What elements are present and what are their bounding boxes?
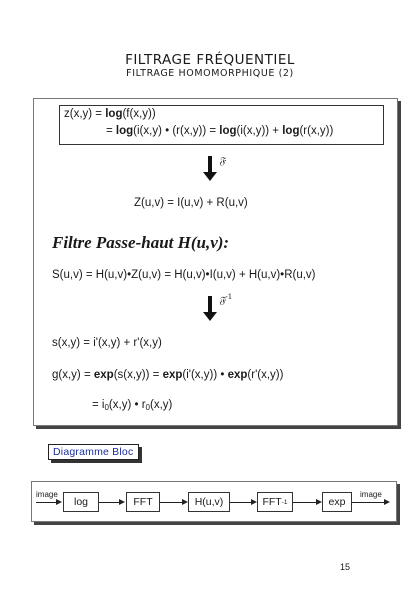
equations-panel	[33, 98, 398, 426]
arrow-line	[99, 502, 120, 503]
equation-g-output: g(x,y) = exp(s(x,y)) = exp(i'(x,y)) • exp(r'(x,y))	[52, 369, 284, 381]
inverse-fourier-symbol: 𝔉$^{-1}$	[219, 293, 233, 307]
equation-z-definition: z(x,y) = log(f(x,y))	[64, 108, 156, 120]
diagram-tag: Diagramme Bloc	[48, 444, 139, 460]
equation-S-filtered: S(u,v) = H(u,v)•Z(u,v) = H(u,v)•I(u,v) + H(u,v)•R(u,v)	[52, 269, 316, 281]
page-subtitle: FILTRAGE HOMOMORPHIQUE (2)	[126, 68, 294, 79]
arrow-line	[160, 502, 182, 503]
page-number: 15	[340, 562, 351, 572]
block-diagram	[31, 481, 397, 522]
arrow-head-icon	[384, 499, 390, 505]
arrow-line	[293, 502, 316, 503]
arrow-line	[230, 502, 251, 503]
block-inverse-fft: FFT -1	[257, 492, 293, 512]
arrow-head-icon	[119, 499, 125, 505]
page-title: FILTRAGE FRÉQUENTIEL	[125, 52, 295, 68]
equation-z-expansion: = log(i(x,y) • (r(x,y)) = log(i(x,y)) + log(r(x,y))	[106, 125, 334, 137]
arrow-head-icon	[56, 499, 62, 505]
fourier-symbol: 𝔉	[219, 156, 226, 167]
block-filter-h: H(u,v)	[188, 492, 230, 512]
diagram-output-label: image	[360, 490, 382, 499]
diagram-input-label: image	[36, 490, 58, 499]
equation-g-product: = $i_0(x,y)$ • $r_0(x,y)$	[92, 399, 173, 412]
equation-s-spatial: s(x,y) = i'(x,y) + r'(x,y)	[52, 337, 162, 349]
filter-title: Filtre Passe-haut H(u,v):	[52, 233, 230, 252]
arrow-line	[352, 502, 384, 503]
block-fft: FFT	[126, 492, 160, 512]
arrow-line	[36, 502, 58, 503]
block-exp: exp	[322, 492, 352, 512]
equation-Z-spectrum: Z(u,v) = I(u,v) + R(u,v)	[134, 197, 248, 209]
block-log: log	[63, 492, 99, 512]
